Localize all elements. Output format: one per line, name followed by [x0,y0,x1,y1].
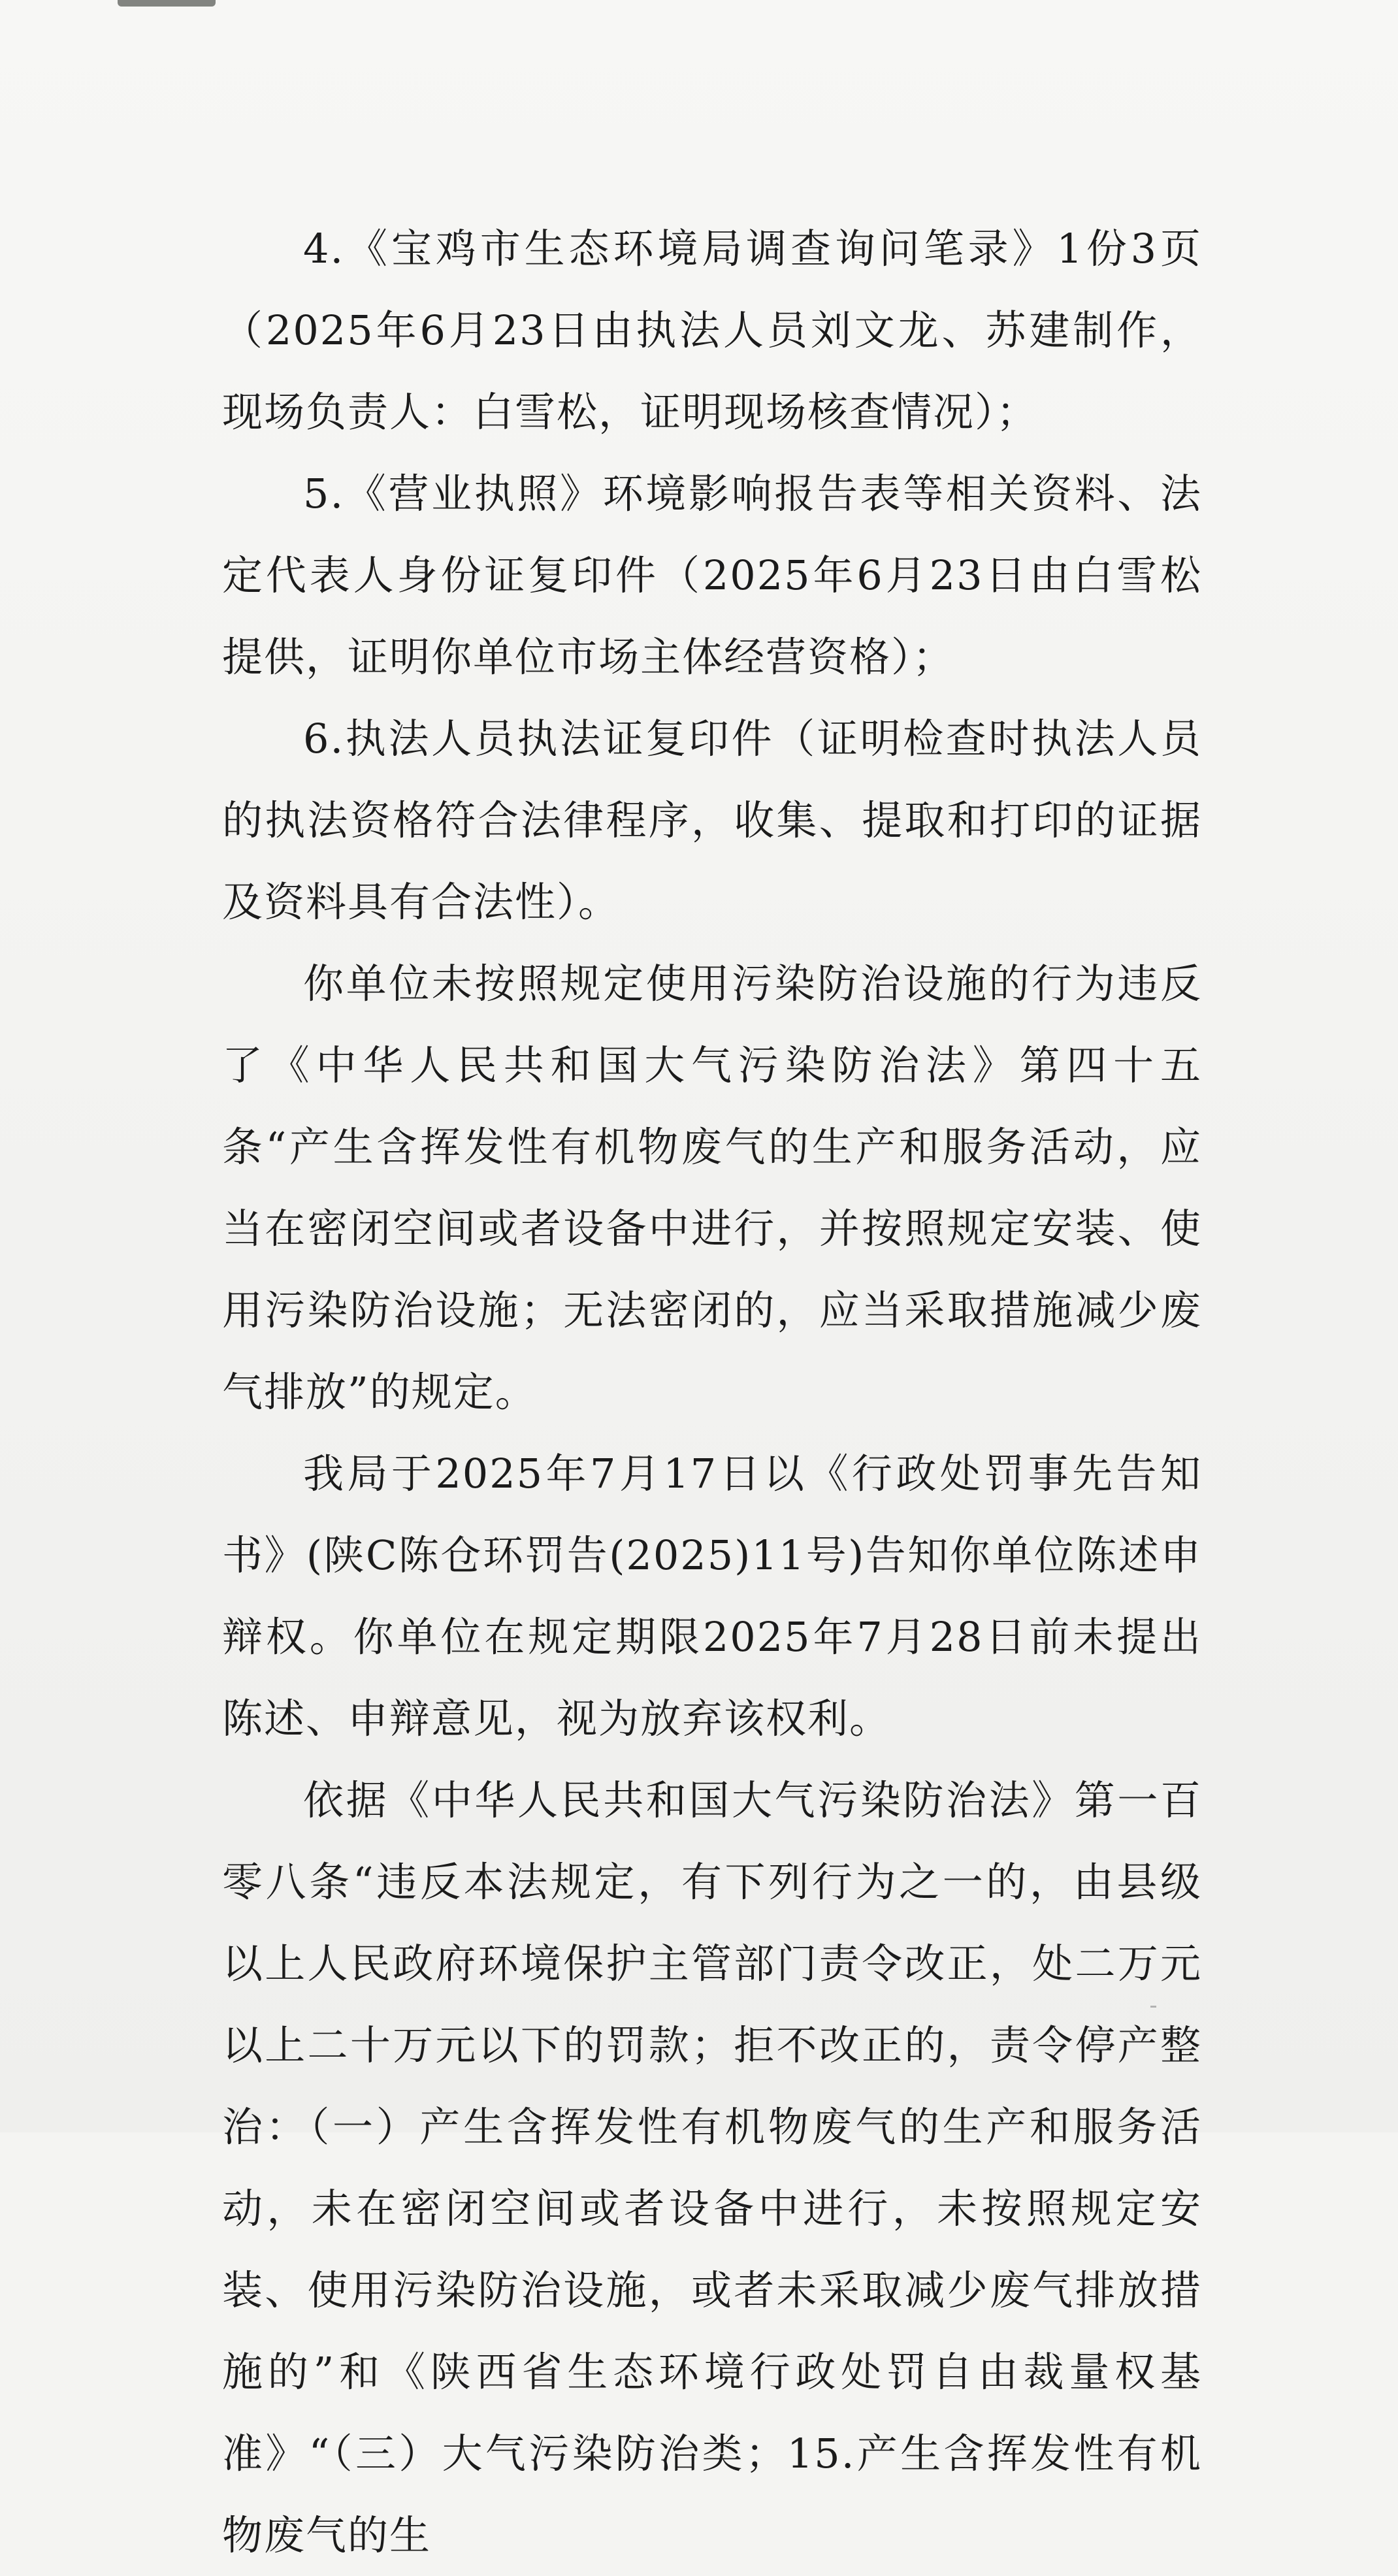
evidence-item-4: 4.《宝鸡市生态环境局调查询问笔录》1份3页（2025年6月23日由执法人员刘文龙、苏建制作，现场负责人：白雪松，证明现场核查情况）； [222,225,1202,436]
violation-paragraph: 你单位未按照规定使用污染防治设施的行为违反了《中华人民共和国大气污染防治法》第四十五条“产生含挥发性有机物废气的生产和服务活动，应当在密闭空间或者设备中进行，并按照规定安装、使用污染防治设施；无法密闭的，应当采取措施减少废气排放”的规定。 [222,960,1202,1416]
document-body [222,208,1202,2576]
evidence-item-5: 5.《营业执照》环境影响报告表等相关资料、法定代表人身份证复印件（2025年6月23日由白雪松提供，证明你单位市场主体经营资格）； [222,470,1202,681]
evidence-item-6: 6.执法人员执法证复印件（证明检查时执法人员的执法资格符合法律程序，收集、提取和打印的证据及资料具有合法性）。 [222,715,1202,926]
legal-basis-paragraph: 依据《中华人民共和国大气污染防治法》第一百零八条“违反本法规定，有下列行为之一的，由县级以上人民政府环境保护主管部门责令改正，处二万元以上二十万元以下的罚款；拒不改正的，责令停产整治：（一）产生含挥发性有机物废气的生产和服务活动，未在密闭空间或者设备中进行，未按照规定安装、使用污染防治设施，或者未采取减少废气排放措施的”和《陕西省生态环境行政处罚自由裁量权基准》“（三）大气污染防治类；15.产生含挥发性有机物废气的生 [222,1776,1202,2559]
scan-edge-mark [118,0,216,7]
notice-paragraph: 我局于2025年7月17日以《行政处罚事先告知书》(陕C陈仓环罚告(2025)11号)告知你单位陈述申辩权。你单位在规定期限2025年7月28日前未提出陈述、申辩意见，视为放弃该权利。 [222,1450,1202,1742]
